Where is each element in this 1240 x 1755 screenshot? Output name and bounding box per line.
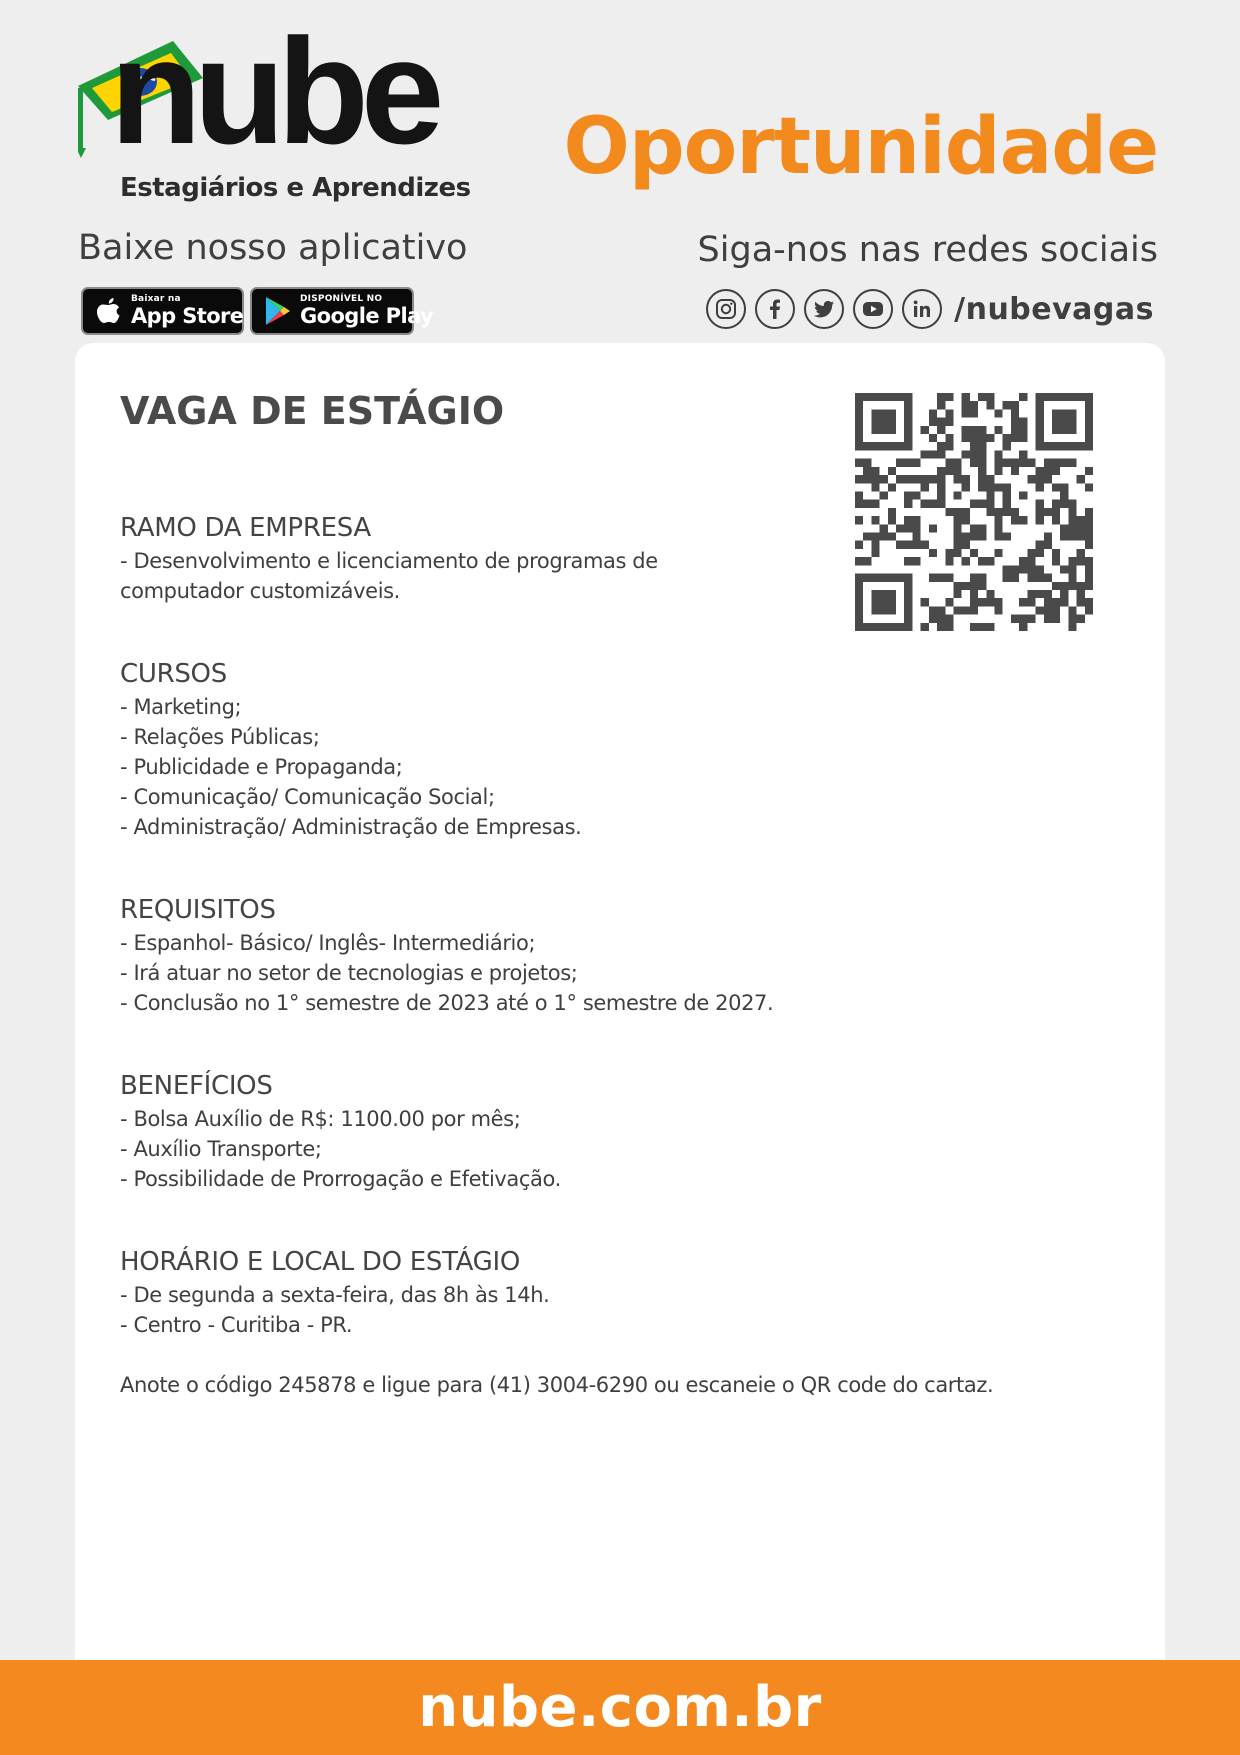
logo-tagline: Estagiários e Aprendizes xyxy=(120,173,471,203)
app-download-title: Baixe nosso aplicativo xyxy=(78,228,468,268)
linkedin-icon[interactable] xyxy=(902,289,942,329)
section-line: - Desenvolvimento e licenciamento de programas de xyxy=(120,549,658,573)
section-line: - Marketing; xyxy=(120,695,242,719)
apple-icon xyxy=(93,295,123,327)
section-heading: HORÁRIO E LOCAL DO ESTÁGIO xyxy=(120,1247,521,1277)
app-store-button[interactable] xyxy=(81,287,244,335)
job-sections xyxy=(120,511,820,1391)
twitter-icon[interactable] xyxy=(804,289,844,329)
section-line: - Relações Públicas; xyxy=(120,725,320,749)
section-line: - Centro - Curitiba - PR. xyxy=(120,1313,353,1337)
logo-wordmark: nube xyxy=(110,7,437,175)
job-section xyxy=(120,1069,820,1194)
section-line: - Publicidade e Propaganda; xyxy=(120,755,403,779)
contact-note: Anote o código 245878 e ligue para (41) 3004-6290 ou escaneie o QR code do cartaz. xyxy=(120,1373,994,1397)
social-links xyxy=(706,289,1154,329)
app-store-small-label: Baixar na xyxy=(131,294,181,304)
job-section xyxy=(120,657,820,842)
job-section xyxy=(120,893,820,1018)
google-play-button[interactable] xyxy=(250,287,434,335)
section-heading: CURSOS xyxy=(120,659,227,689)
social-handle[interactable]: /nubevagas xyxy=(954,291,1154,327)
app-store-label: App Store xyxy=(131,304,244,328)
section-line: - Bolsa Auxílio de R$: 1100.00 por mês; xyxy=(120,1107,521,1131)
section-heading: REQUISITOS xyxy=(120,895,276,925)
job-section xyxy=(120,1245,820,1340)
job-title: VAGA DE ESTÁGIO xyxy=(120,389,505,433)
section-line: - Conclusão no 1° semestre de 2023 até o 1° semestre de 2027. xyxy=(120,991,774,1015)
section-line: computador customizáveis. xyxy=(120,579,400,603)
instagram-icon[interactable] xyxy=(706,289,746,329)
youtube-icon[interactable] xyxy=(853,289,893,329)
job-card xyxy=(75,343,1165,1663)
headline: Oportunidade xyxy=(563,102,1158,192)
section-line: - Auxílio Transporte; xyxy=(120,1137,322,1161)
section-heading: RAMO DA EMPRESA xyxy=(120,513,371,543)
section-line: - Possibilidade de Prorrogação e Efetivação. xyxy=(120,1167,561,1191)
section-line: - Administração/ Administração de Empresas. xyxy=(120,815,582,839)
nube-logo xyxy=(78,7,471,208)
social-title: Siga-nos nas redes sociais xyxy=(697,230,1158,270)
google-play-label: Google Play xyxy=(300,304,434,328)
job-section xyxy=(120,511,820,606)
section-line: - Irá atuar no setor de tecnologias e projetos; xyxy=(120,961,578,985)
google-play-small-label: DISPONÍVEL NO xyxy=(300,294,383,304)
footer-bar xyxy=(0,1660,1240,1755)
google-play-icon xyxy=(262,295,292,327)
section-line: - De segunda a sexta-feira, das 8h às 14h. xyxy=(120,1283,550,1307)
section-heading: BENEFÍCIOS xyxy=(120,1071,273,1101)
facebook-icon[interactable] xyxy=(755,289,795,329)
section-line: - Espanhol- Básico/ Inglês- Intermediário; xyxy=(120,931,536,955)
qr-code-icon[interactable] xyxy=(855,393,1093,631)
section-line: - Comunicação/ Comunicação Social; xyxy=(120,785,495,809)
store-buttons xyxy=(81,287,434,335)
website-link[interactable]: nube.com.br xyxy=(418,1675,822,1740)
